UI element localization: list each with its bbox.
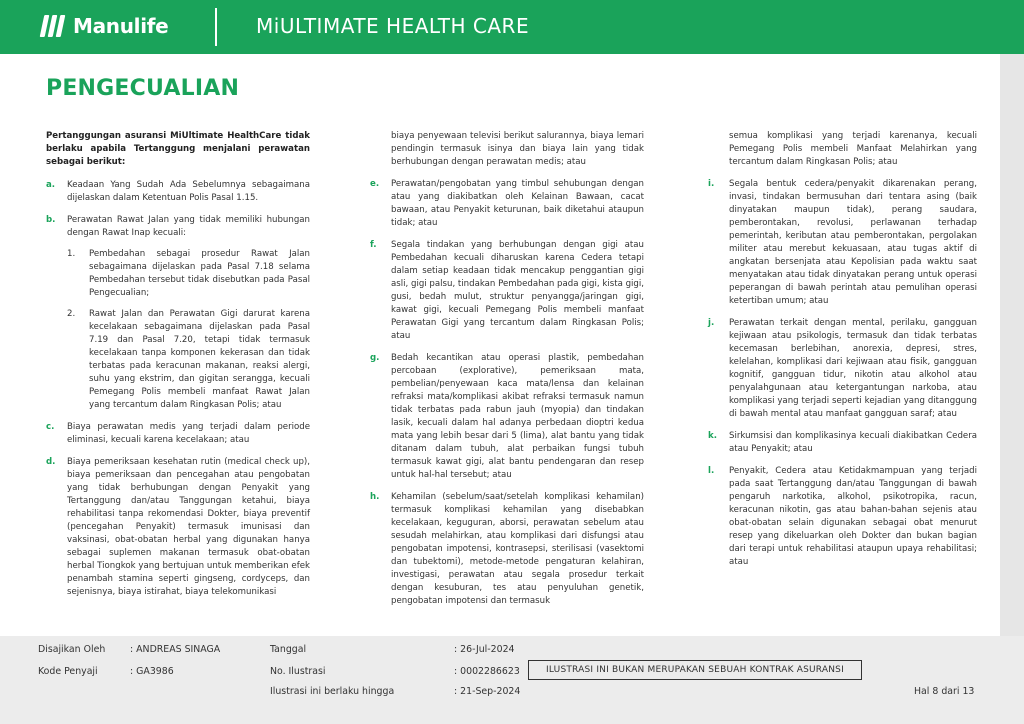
item-letter: d.: [46, 457, 56, 467]
brand-logo: [42, 14, 168, 38]
item-letter: e.: [370, 179, 380, 189]
date-value: : 26-Jul-2024: [454, 644, 515, 655]
column-1: [46, 130, 310, 608]
item-letter: i.: [708, 179, 715, 189]
list-item-d: [46, 456, 310, 599]
item-text: Perawatan/pengobatan yang timbul sehubungan dengan atau yang diakibatkan oleh Kelainan Bawaan, cacat bawaan, atau Penyakit keturunan, baik diketahui ataupun tidak; atau: [391, 179, 644, 228]
item-letter: c.: [46, 422, 55, 432]
list-item-e: [370, 178, 644, 230]
column-2: [370, 130, 644, 617]
sub-item-2: [67, 308, 310, 412]
presented-by-label: Disajikan Oleh: [38, 644, 106, 655]
list-item-a: [46, 179, 310, 205]
page-edge: [1000, 54, 1024, 636]
intro-text: Pertanggungan asuransi MiUltimate HealthCare tidak berlaku apabila Tertanggung menjalani perawatan sebagai berikut:: [46, 131, 310, 167]
date-label: Tanggal: [270, 644, 307, 655]
list-item-d-continued: [370, 130, 644, 169]
item-letter: b.: [46, 215, 56, 225]
item-letter: h.: [370, 492, 380, 502]
column-3: [708, 130, 977, 578]
list-item-h: [370, 491, 644, 608]
list-item-j: [708, 317, 977, 421]
item-letter: g.: [370, 353, 380, 363]
item-text: Keadaan Yang Sudah Ada Sebelumnya sebagaimana dijelaskan dalam Ketentuan Polis Pasal 1.15.: [67, 180, 310, 203]
list-item-l: [708, 465, 977, 569]
page-title: PENGECUALIAN: [46, 76, 240, 101]
page-number: Hal 8 dari 13: [914, 686, 975, 697]
item-text: Penyakit, Cedera atau Ketidakmampuan yang terjadi pada saat Tertanggung dan/atau Tanggungan di bawah pengaruh narkotika, alkohol, psikotropika, racun, keracunan nikotin, gas atau bahan-bahan sejenis atau obat-obatan selain digunakan sebagai obat menurut resep yang dikeluarkan oleh Dokter dan bukan bagian dari terapi untuk rehabilitasi ataupun upaya rehabilitasi; atau: [729, 466, 977, 567]
document-page: [0, 54, 1000, 636]
illustration-no-value: : 0002286623: [454, 666, 520, 677]
header-bar: [0, 0, 1024, 54]
valid-until-value: : 21-Sep-2024: [454, 686, 521, 697]
sub-item-text: Rawat Jalan dan Perawatan Gigi darurat karena kecelakaan sebagaimana dijelaskan pada Pasal 7.19 dan Pasal 7.20, tetapi tidak termasuk kecelakaan tanpa komponen kekerasan dan tidak terbatas pada keracunan makanan, reaksi alergi, suhu yang ekstrim, dan gigitan serangga, kecuali Pemegang Polis membeli manfaat Rawat Jalan yang tercantum dalam Ringkasan Polis; atau: [89, 309, 310, 410]
list-item-b: [46, 214, 310, 412]
item-text: Perawatan terkait dengan mental, perilaku, gangguan kejiwaan atau psikologis, termasuk dan tidak terbatas kecemasan berlebihan, anorexia, depresi, stres, kelelahan, komplikasi dari kejiwaan atau fisik, gangguan kognitif, gangguan tidur, nikotin atau alkohol atau penyalahgunaan atau ketergantungan narkoba, atau komplikasi yang terjadi seperti kejadian yang ditanggung di bawah mental atau manfaat gangguan saraf; atau: [729, 318, 977, 419]
agent-code-value: : GA3986: [130, 666, 174, 677]
brand-name: Manulife: [73, 14, 169, 38]
presented-by-value: : ANDREAS SINAGA: [130, 644, 221, 655]
sub-item-number: 2.: [67, 309, 76, 319]
header-divider: [215, 8, 217, 46]
item-letter: l.: [708, 466, 715, 476]
item-text: Biaya pemeriksaan kesehatan rutin (medical check up), biaya pemeriksaan dan pencegahan atau pengobatan yang tidak berhubungan dengan Penyakit yang Tertanggung dan/atau Tanggungan ketahui, biaya rehabilitasi tanpa rekomendasi Dokter, biaya preventif (pencegahan Penyakit) termasuk imunisasi dan vaksinasi, obat-obatan herbal yang digunakan hanya sebagai suplemen makanan termasuk obat-obatan herbal Tiongkok yang bertujuan untuk memberikan efek penambah stamina seperti gingseng, cordyceps, dan sejenisnya, biaya istirahat, biaya telekomunikasi: [67, 457, 310, 597]
list-item-c: [46, 421, 310, 447]
list-item-k: [708, 430, 977, 456]
product-title: MiULTIMATE HEALTH CARE: [256, 14, 530, 38]
item-letter: k.: [708, 431, 717, 441]
item-text: Bedah kecantikan atau operasi plastik, pembedahan percobaan (explorative), pemeriksaan mata, pembelian/penyewaan kaca mata/lensa dan kelainan refraksi mata/komplikasi akibat refraksi termasuk namun tidak terbatas pada rabun jauh (myopia) dan tindakan lasik, kecuali dalam hal adanya perbedaan dioptri kedua mata yang lebih besar dari 5 (lima), alat bantu yang tidak ditanam dalam tubuh, alat perbaikan fungsi tubuh termasuk kawat gigi, alat bantu pendengaran dan resep untuk hal-hal tersebut; atau: [391, 353, 644, 480]
item-text: semua komplikasi yang terjadi karenanya, kecuali Pemegang Polis membeli Manfaat Melahirkan yang tercantum dalam Ringkasan Polis; atau: [729, 131, 977, 167]
sub-item-1: [67, 248, 310, 300]
item-text: biaya penyewaan televisi berikut salurannya, biaya lemari pendingin termasuk isinya dan biaya lain yang tidak berhubungan dengan perawatan medis; atau: [391, 131, 644, 167]
sub-item-number: 1.: [67, 249, 76, 259]
manulife-logo-icon: [42, 15, 63, 37]
list-item-f: [370, 239, 644, 343]
item-letter: f.: [370, 240, 377, 250]
item-letter: j.: [708, 318, 715, 328]
sub-item-text: Pembedahan sebagai prosedur Rawat Jalan sebagaimana dijelaskan pada Pasal 7.18 selama Pembedahan tersebut tidak disebutkan pada Pasal Pengecualian;: [89, 249, 310, 298]
item-text: Segala bentuk cedera/penyakit dikarenakan perang, invasi, tindakan bermusuhan dari tentara asing (baik dinyatakan maupun tidak), perang saudara, pemberontakan, revolusi, perlawanan terhadap pemerintah, keributan atau pemberontakan, pergolakan militer atau merebut kekuasaan, atau tugas aktif di angkatan bersenjata atau Kepolisian pada waktu saat menyatakan atau tidak dinyatakan perang untuk operasi peperangan di bawah perintah atau pemulihan operasi ketertiban umum; atau: [729, 179, 977, 306]
list-item-g: [370, 352, 644, 482]
item-text: Biaya perawatan medis yang terjadi dalam periode eliminasi, kecuali karena kecelakaan; atau: [67, 422, 310, 445]
item-text: Sirkumsisi dan komplikasinya kecuali diakibatkan Cedera atau Penyakit; atau: [729, 431, 977, 454]
illustration-no-label: No. Ilustrasi: [270, 666, 326, 677]
list-item-i: [708, 178, 977, 308]
not-a-contract-notice: ILUSTRASI INI BUKAN MERUPAKAN SEBUAH KONTRAK ASURANSI: [528, 660, 862, 680]
item-text: Perawatan Rawat Jalan yang tidak memiliki hubungan dengan Rawat Inap kecuali:: [67, 215, 310, 238]
list-item-h-continued: [708, 130, 977, 169]
item-letter: a.: [46, 180, 56, 190]
footer: [0, 636, 1024, 724]
agent-code-label: Kode Penyaji: [38, 666, 98, 677]
valid-until-label: Ilustrasi ini berlaku hingga: [270, 686, 395, 697]
item-text: Segala tindakan yang berhubungan dengan gigi atau Pembedahan kecuali diharuskan karena Cedera tetapi dalam setiap keadaan tidak mencakup penggantian gigi asli, gigi palsu, tindakan Pembedahan pada gigi, kista gigi, gusi, bedah mulut, struktur penyangga/jaringan gigi, kawat gigi, kecuali Pemegang Polis membeli manfaat Perawatan Gigi yang tercantum dalam Ringkasan Polis; atau: [391, 240, 644, 341]
item-text: Kehamilan (sebelum/saat/setelah komplikasi kehamilan) termasuk komplikasi kehamilan yang disebabkan kecelakaan, keguguran, aborsi, perawatan sebelum atau sesudah melahirkan, atau komplikasi dari disfungsi atau pengobatan impotensi, kontrasepsi, sterilisasi (vasektomi dan tubektomi), metode-metode pengaturan kelahiran, investigasi, perawatan atau segala prosedur terkait dengan kesuburan, tes atau penyuluhan genetik, pengobatan impotensi dan termasuk: [391, 492, 644, 606]
